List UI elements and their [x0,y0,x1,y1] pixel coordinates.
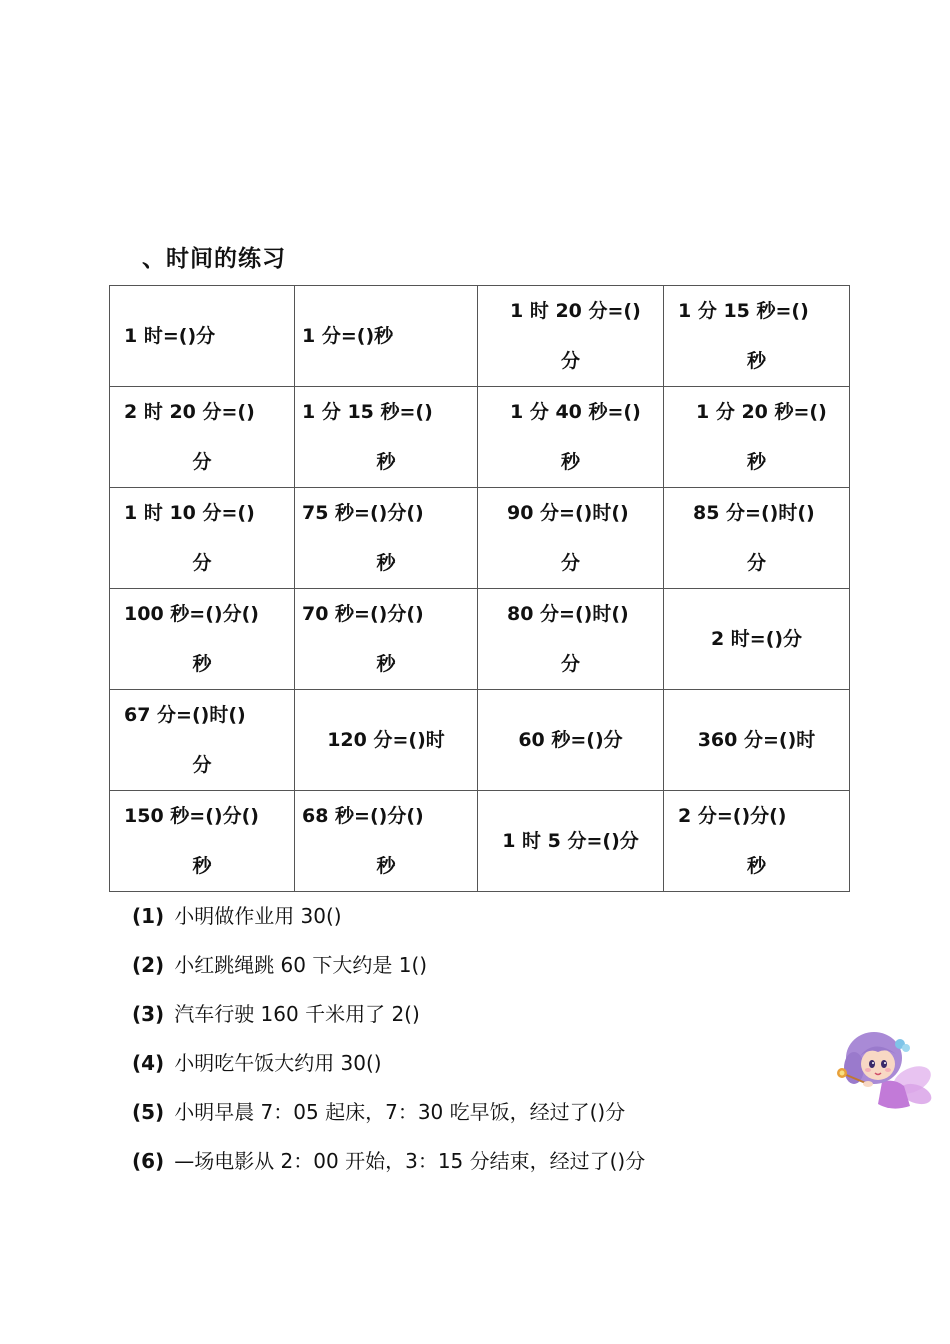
cell-question: 85 分=()时() [693,502,815,524]
question-number: (6) [132,1149,165,1173]
cell-unit: 分 [192,754,212,776]
table-cell [478,589,664,690]
question-number: (4) [132,1051,165,1075]
cell-unit: 秒 [376,451,396,473]
question-number: (3) [132,1002,165,1026]
cell-question: 1 时=()分 [124,325,216,347]
table-cell [664,690,850,791]
cell-unit: 分 [192,552,212,574]
question-item [132,892,645,941]
table-cell [664,791,850,892]
question-text: 小明早晨 7：05 起床，7：30 吃早饭，经过了()分 [174,1100,626,1124]
cell-question: 2 分=()分() [678,805,787,827]
cell-question: 100 秒=()分() [124,603,259,625]
table-cell [478,286,664,387]
table-cell [295,387,478,488]
table-cell [295,791,478,892]
table-cell [295,286,478,387]
cell-unit: 秒 [192,855,212,877]
table-cell [664,387,850,488]
fairy-icon [834,1026,938,1112]
table-cell [478,387,664,488]
table-row [110,286,850,387]
cell-unit: 秒 [376,552,396,574]
table-cell [478,488,664,589]
cell-question: 68 秒=()分() [302,805,424,827]
question-item [132,990,645,1039]
table-cell [478,690,664,791]
table-row [110,488,850,589]
cell-question: 2 时 20 分=() [124,401,255,423]
cell-unit: 分 [560,350,580,372]
table-cell [110,488,295,589]
table-cell [110,589,295,690]
question-item [132,1137,645,1186]
table-cell [110,387,295,488]
cell-question: 80 分=()时() [507,603,629,625]
question-item [132,1088,645,1137]
table-cell [664,488,850,589]
question-item [132,941,645,990]
question-item [132,1039,645,1088]
cell-question: 360 分=()时 [697,729,816,751]
question-text: 小明做作业用 30() [174,904,342,928]
page-title: 、时间的练习 [142,246,286,272]
cell-question: 1 时 10 分=() [124,502,255,524]
question-text: —场电影从 2：00 开始，3：15 分结束，经过了()分 [174,1149,646,1173]
cell-question: 90 分=()时() [507,502,629,524]
cell-question: 1 分 15 秒=() [302,401,433,423]
cell-unit: 秒 [376,855,396,877]
cell-unit: 秒 [746,350,766,372]
question-number: (5) [132,1100,165,1124]
question-list [132,892,645,1186]
table-row [110,791,850,892]
table-cell [295,488,478,589]
cell-question: 1 分 15 秒=() [678,300,809,322]
cell-question: 2 时=()分 [710,628,803,650]
cell-question: 70 秒=()分() [302,603,424,625]
cell-unit: 分 [746,552,766,574]
table-cell [478,791,664,892]
cell-unit: 秒 [376,653,396,675]
cell-unit: 分 [560,653,580,675]
cell-question: 120 分=()时 [327,729,445,751]
cell-question: 1 分 40 秒=() [510,401,641,423]
cell-unit: 分 [192,451,212,473]
cell-question: 1 分 20 秒=() [696,401,827,423]
cell-unit: 秒 [560,451,580,473]
cell-question: 1 分=()秒 [302,325,394,347]
cell-question: 1 时 5 分=()分 [502,830,639,852]
table-cell [110,286,295,387]
table-cell [110,791,295,892]
table-row [110,589,850,690]
table-cell [664,589,850,690]
cell-unit: 秒 [192,653,212,675]
question-number: (1) [132,904,165,928]
table-cell [110,690,295,791]
table-cell [295,589,478,690]
table-cell [664,286,850,387]
cell-unit: 秒 [746,451,766,473]
table-row [110,690,850,791]
exercise-table [109,285,850,892]
cell-question: 60 秒=()分 [518,729,623,751]
cell-question: 67 分=()时() [124,704,246,726]
cell-unit: 秒 [746,855,766,877]
cell-question: 1 时 20 分=() [510,300,641,322]
cell-question: 150 秒=()分() [124,805,259,827]
question-text: 小明吃午饭大约用 30() [174,1051,382,1075]
question-text: 小红跳绳跳 60 下大约是 1() [174,953,428,977]
question-text: 汽车行驶 160 千米用了 2() [174,1002,420,1026]
table-row [110,387,850,488]
cell-unit: 分 [560,552,580,574]
table-cell [295,690,478,791]
question-number: (2) [132,953,165,977]
cell-question: 75 秒=()分() [302,502,424,524]
